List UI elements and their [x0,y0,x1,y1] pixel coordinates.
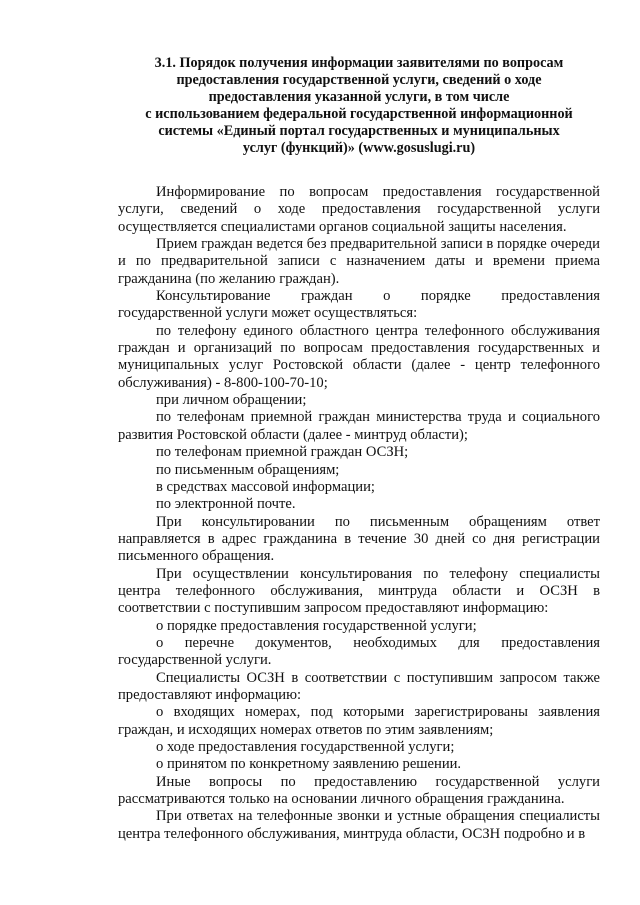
list-item: по телефонам приемной граждан ОСЗН; [156,444,409,461]
list-item: по письменным обращениям; [156,461,340,478]
title-line: предоставления государственной услуги, сведений о ходе [176,72,542,88]
title-line: с использованием федеральной государственной информационной [145,106,573,122]
paragraph: Иные вопросы по предоставлению государственной услуги рассматриваются только на основании личного обращения гражданина. [118,773,600,808]
list-item: по электронной почте. [156,496,296,513]
list-item: о ходе предоставления государственной услуги; [156,739,455,755]
document-body [118,184,600,843]
paragraph: При консультировании по письменным обращениям ответ направляется в адрес гражданина в течение 30 дней со дня регистрации письменного обращения. [118,513,600,565]
section-title [118,0,600,157]
paragraph: При ответах на телефонные звонки и устные обращения специалисты центра телефонного обслуживания, минтруда области, ОСЗН подробно и в [118,808,600,842]
list-item: о перечне документов, необходимых для предоставления государственной услуги. [118,634,600,669]
list-item: о порядке предоставления государственной услуги; [156,617,477,634]
list-item: при личном обращении; [156,392,307,409]
paragraph: Прием граждан ведется без предварительной записи в порядке очереди и по предварительной записи с назначением даты и времени приема гражданина (по желанию граждан). [118,236,600,287]
list-item: по телефону единого областного центра телефонного обслуживания граждан и организаций по вопросам предоставления государственных и муниципальных услуг Ростовской области (далее - центр телефонного обслуживания) - 8-800-100-70-10; [118,322,600,391]
list-item: о входящих номерах, под которыми зарегистрированы заявления граждан, и исходящих номерах ответов по этим заявлениям; [118,704,600,738]
title-line: услуг (функций)» (www.gosuslugi.ru) [242,140,476,156]
list-item: по телефонам приемной граждан министерства труда и социального развития Ростовской области (далее - минтруд области); [118,409,600,443]
paragraph: Консультирование граждан о порядке предоставления государственной услуги может осуществляться: [118,288,600,322]
title-line: 3.1. Порядок получения информации заявителями по вопросам [154,55,564,71]
list-item: в средствах массовой информации; [156,478,375,495]
title-line: системы «Единый портал государственных и муниципальных [158,123,560,139]
paragraph: Специалисты ОСЗН в соответствии с поступившим запросом также предоставляют информацию: [118,669,600,703]
list-item: о принятом по конкретному заявлению решении. [156,756,462,773]
title-line: предоставления указанной услуги, в том числе [208,89,510,105]
paragraph: При осуществлении консультирования по телефону специалисты центра телефонного обслуживания, минтруда области и ОСЗН в соответствии с поступившим запросом предоставляют информацию: [118,565,600,617]
paragraph: Информирование по вопросам предоставления государственной услуги, сведений о ходе предоставления государственной услуги осуществляется специалистами органов социальной защиты населения. [118,184,600,235]
